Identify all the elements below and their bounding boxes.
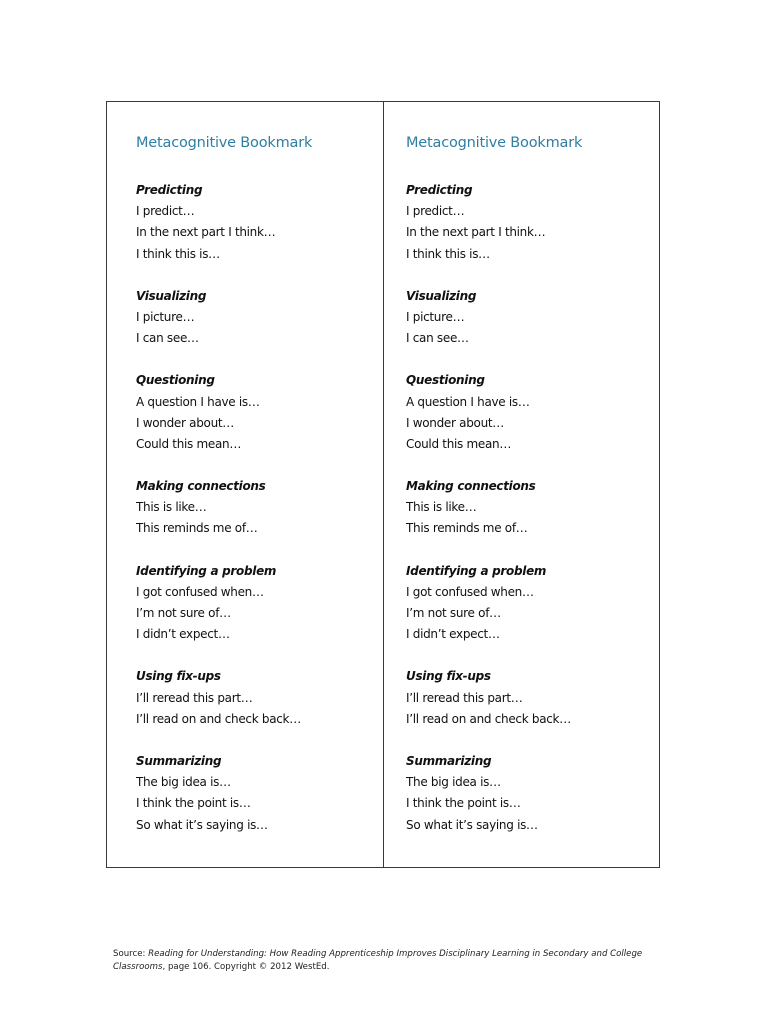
bookmark-left	[136, 133, 396, 857]
bookmark-title: Metacognitive Bookmark	[406, 135, 583, 151]
prompt-line: The big idea is…	[136, 775, 231, 790]
prompt-line: I didn’t expect…	[136, 627, 230, 642]
section-identifying-a-problem	[406, 561, 666, 646]
prompt-line: I wonder about…	[136, 415, 234, 430]
prompt-line: I’ll reread this part…	[406, 690, 523, 705]
prompt-line: I think this is…	[136, 246, 220, 261]
prompt-line: I got confused when…	[136, 584, 264, 599]
prompt-line: I picture…	[136, 309, 195, 324]
prompt-line: So what it’s saying is…	[406, 817, 538, 832]
section-predicting	[406, 180, 666, 265]
prompt-line: I’m not sure of…	[136, 606, 231, 620]
section-visualizing	[406, 286, 666, 350]
prompt-line: Could this mean…	[406, 436, 512, 451]
bookmark-right	[406, 133, 666, 857]
prompt-line: I’ll reread this part…	[136, 690, 253, 705]
bookmark-title: Metacognitive Bookmark	[136, 135, 313, 151]
section-using-fix-ups	[136, 666, 396, 730]
prompt-line: I’m not sure of…	[406, 606, 501, 620]
section-identifying-a-problem	[136, 561, 396, 646]
prompt-line: I can see…	[406, 331, 469, 346]
section-heading: Identifying a problem	[406, 563, 547, 578]
prompt-line: I can see…	[136, 331, 199, 346]
prompt-line: I picture…	[406, 309, 465, 324]
section-heading: Questioning	[136, 373, 215, 388]
prompt-line: I think the point is…	[406, 796, 521, 811]
section-heading: Summarizing	[136, 753, 222, 768]
section-heading: Making connections	[136, 479, 266, 494]
source-prefix: Source:	[113, 949, 149, 959]
section-heading: Predicting	[406, 183, 473, 197]
section-heading: Visualizing	[136, 288, 207, 303]
prompt-line: This reminds me of…	[136, 521, 258, 536]
section-using-fix-ups	[406, 666, 666, 730]
prompt-line: I’ll read on and check back…	[406, 711, 571, 726]
prompt-line: A question I have is…	[406, 394, 530, 409]
prompt-line: I think the point is…	[136, 796, 251, 811]
prompt-line: I predict…	[136, 204, 195, 219]
prompt-line: I wonder about…	[406, 415, 504, 430]
section-questioning	[406, 370, 666, 455]
section-making-connections	[136, 476, 396, 540]
source-suffix: , page 106. Copyright © 2012 WestEd.	[162, 962, 330, 972]
section-heading: Visualizing	[406, 288, 477, 303]
prompt-line: I didn’t expect…	[406, 627, 500, 642]
prompt-line: I got confused when…	[406, 584, 534, 599]
section-summarizing	[406, 751, 666, 836]
source-citation	[113, 948, 653, 974]
prompt-line: Could this mean…	[136, 436, 242, 451]
section-heading: Questioning	[406, 373, 485, 388]
section-making-connections	[406, 476, 666, 540]
section-heading: Predicting	[136, 183, 203, 197]
prompt-line: The big idea is…	[406, 775, 501, 790]
prompt-line: I predict…	[406, 204, 465, 219]
section-heading: Making connections	[406, 479, 536, 494]
section-heading: Identifying a problem	[136, 563, 277, 578]
section-summarizing	[136, 751, 396, 836]
prompt-line: This is like…	[136, 500, 207, 515]
prompt-line: This reminds me of…	[406, 521, 528, 536]
section-visualizing	[136, 286, 396, 350]
section-heading: Using fix-ups	[406, 669, 491, 684]
prompt-line: In the next part I think…	[406, 225, 546, 240]
prompt-line: This is like…	[406, 500, 477, 515]
section-predicting	[136, 180, 396, 265]
section-questioning	[136, 370, 396, 455]
prompt-line: I’ll read on and check back…	[136, 711, 301, 726]
section-heading: Using fix-ups	[136, 669, 221, 684]
prompt-line: So what it’s saying is…	[136, 817, 268, 832]
prompt-line: I think this is…	[406, 246, 490, 261]
prompt-line: A question I have is…	[136, 394, 260, 409]
prompt-line: In the next part I think…	[136, 225, 276, 240]
section-heading: Summarizing	[406, 753, 492, 768]
source-book-title: Reading for Understanding: How Reading Apprenticeship Improves Disciplinary Learning in Secondary and College Classrooms	[113, 949, 643, 972]
